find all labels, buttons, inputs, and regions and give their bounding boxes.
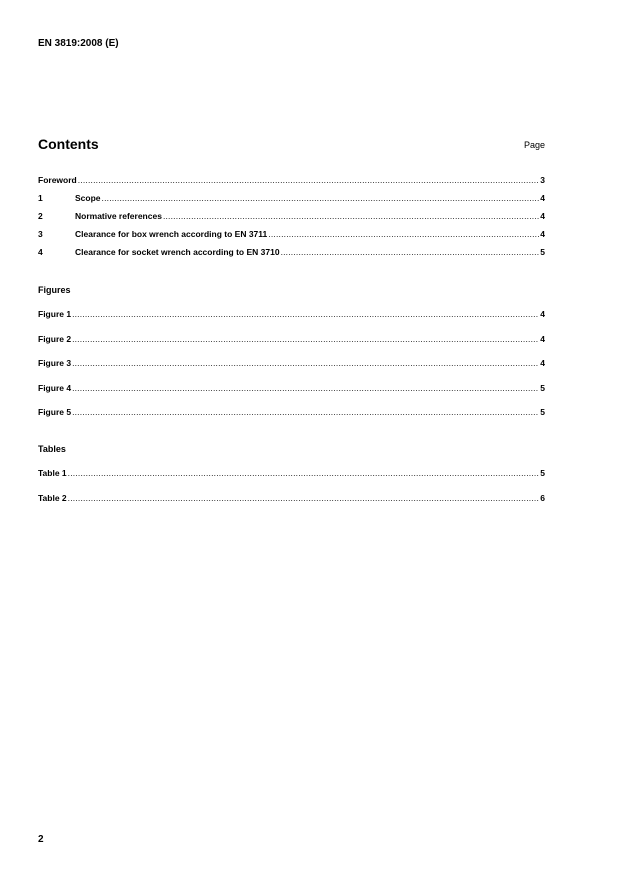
toc-entry-page: 3 — [540, 175, 545, 185]
toc-entry-foreword[interactable] — [38, 175, 545, 193]
toc-leader-dots — [68, 468, 540, 478]
table-entry-title: Table 1 — [38, 468, 67, 478]
toc-entry-page: 4 — [540, 211, 545, 221]
figure-entry-page: 4 — [540, 358, 545, 368]
table-of-contents — [38, 175, 545, 265]
toc-leader-dots — [72, 334, 539, 344]
toc-leader-dots — [281, 247, 540, 257]
figure-entry[interactable] — [38, 309, 545, 334]
toc-leader-dots — [78, 175, 540, 185]
toc-entry-number: 4 — [38, 247, 43, 257]
toc-entry-socket-wrench[interactable] — [38, 247, 545, 265]
toc-entry-page: 4 — [540, 229, 545, 239]
toc-entry-title: Scope — [75, 193, 101, 203]
toc-leader-dots — [72, 358, 539, 368]
figures-heading: Figures — [38, 285, 71, 295]
table-entry[interactable] — [38, 493, 545, 518]
table-entry-title: Table 2 — [38, 492, 67, 503]
toc-entry-title: Clearance for socket wrench according to EN 3710 — [75, 247, 280, 257]
toc-leader-dots — [72, 309, 539, 319]
contents-title: Contents — [38, 136, 99, 152]
toc-leader-dots — [72, 407, 539, 417]
figure-entry-title: Figure 1 — [38, 309, 72, 319]
tables-list — [38, 468, 545, 517]
toc-entry-normative-references[interactable] — [38, 211, 545, 229]
page-column-label: Page — [523, 140, 545, 150]
table-entry[interactable] — [38, 468, 545, 493]
figure-entry-title: Figure 2 — [38, 333, 72, 344]
toc-entry-title: Foreword — [38, 175, 77, 185]
figure-entry[interactable] — [38, 358, 545, 383]
toc-entry-box-wrench[interactable] — [38, 229, 545, 247]
toc-entry-page: 5 — [540, 247, 545, 257]
toc-entry-page: 4 — [540, 193, 545, 203]
figure-entry-page: 4 — [540, 309, 545, 319]
figure-entry-title: Figure 5 — [38, 407, 72, 417]
table-entry-page: 6 — [540, 492, 545, 503]
toc-leader-dots — [102, 193, 540, 203]
toc-leader-dots — [163, 211, 539, 221]
table-entry-page: 5 — [540, 468, 545, 478]
figure-entry[interactable] — [38, 407, 545, 432]
figure-entry-page: 5 — [540, 407, 545, 417]
toc-entry-number: 3 — [38, 229, 43, 239]
tables-heading: Tables — [38, 444, 66, 454]
figure-entry[interactable] — [38, 334, 545, 359]
figure-entry-title: Figure 4 — [38, 382, 72, 393]
figures-list — [38, 309, 545, 432]
figure-entry-title: Figure 3 — [38, 358, 72, 368]
toc-entry-title: Normative references — [75, 211, 162, 221]
toc-leader-dots — [72, 383, 539, 393]
figure-entry-page: 4 — [540, 333, 545, 344]
toc-leader-dots — [68, 493, 540, 503]
document-id: EN 3819:2008 (E) — [38, 38, 119, 49]
toc-entry-number: 1 — [38, 193, 43, 203]
toc-leader-dots — [268, 229, 539, 239]
page-number: 2 — [38, 834, 44, 845]
toc-entry-number: 2 — [38, 211, 43, 221]
toc-entry-scope[interactable] — [38, 193, 545, 211]
figure-entry[interactable] — [38, 383, 545, 408]
toc-entry-title: Clearance for box wrench according to EN 3711 — [75, 229, 268, 239]
figure-entry-page: 5 — [540, 382, 545, 393]
